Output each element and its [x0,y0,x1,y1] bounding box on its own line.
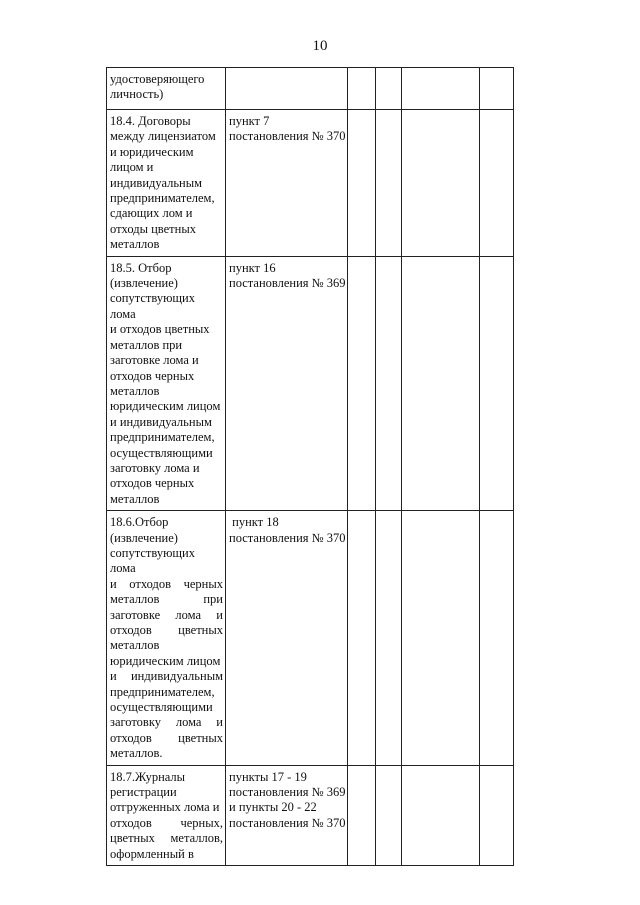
requirement-line: металлов. [110,746,163,761]
empty-cell [480,256,514,511]
requirement-line: заготовку лома и [110,460,200,475]
requirement-line: заготовку лома и [110,715,223,730]
table-row [107,765,514,865]
table-row [107,511,514,766]
requirement-line: и отходов цветных [110,322,210,337]
requirement-line: металлов [110,237,160,252]
requirement-line: металлов [110,491,160,506]
requirement-line: предпринимателем, [110,430,215,445]
requirement-line: цветных металлов, [110,831,223,846]
requirement-line: металлов при [110,592,223,607]
requirement-line: предпринимателем, [110,684,215,699]
empty-cell [480,68,514,110]
empty-cell [348,68,376,110]
reference-cell [226,110,348,257]
requirement-line: регистрации [110,785,177,800]
requirement-line: 18.5. Отбор [110,260,172,275]
requirement-line: предпринимателем, [110,191,215,206]
requirement-line: юридическим лицом [110,399,221,414]
requirement-line: 18.4. Договоры [110,114,191,128]
requirement-line: удостоверяющего [110,72,205,86]
empty-cell [376,110,402,257]
reference-cell [226,68,348,110]
reference-cell [226,256,348,511]
reference-cell [226,511,348,766]
requirement-cell [107,765,226,865]
requirement-line: заготовке лома и [110,353,199,368]
page-number: 10 [312,38,328,54]
table-row [107,256,514,511]
requirement-cell [107,110,226,257]
table-row [107,68,514,110]
reference-line: пункт 16 [229,260,276,275]
requirement-line: 18.7.Журналы [110,769,186,784]
empty-cell [480,511,514,766]
reference-line: пункты 17 - 19 [229,769,307,784]
requirement-line: отходов черных [110,476,195,491]
requirement-line: отходов цветных [110,730,223,745]
reference-line: пункт 18 [229,515,279,530]
empty-cell [402,765,480,865]
requirements-table [106,67,514,866]
reference-line: и пункты 20 - 22 [229,800,317,815]
empty-cell [376,256,402,511]
requirement-line: и отходов черных [110,576,223,591]
requirement-line: между лицензиатом [110,129,216,144]
empty-cell [402,110,480,257]
empty-cell [402,68,480,110]
requirement-line: отходов черных, [110,815,223,830]
requirement-line: личность) [110,87,164,102]
requirement-line: лицом и [110,160,154,175]
requirement-line: отходов цветных [110,623,223,637]
requirement-line: и индивидуальным [110,669,223,684]
requirement-line: оформленный в [110,846,194,861]
requirement-line: осуществляющими [110,700,213,715]
requirement-line: заготовке лома и [110,607,223,622]
reference-line: пункт 7 [229,114,270,128]
empty-cell [480,110,514,257]
empty-cell [348,765,376,865]
requirement-line: отходов черных [110,368,195,383]
reference-cell [226,765,348,865]
requirement-line: сопутствующих лома [110,291,195,321]
requirement-line: 18.6.Отбор [110,515,169,530]
empty-cell [376,511,402,766]
empty-cell [480,765,514,865]
requirement-line: индивидуальным [110,175,203,190]
requirement-line: сопутствующих лома [110,545,195,576]
requirement-line: металлов [110,638,160,653]
requirement-line: отгруженных лома и [110,800,220,815]
requirement-line: отходы цветных [110,221,196,236]
empty-cell [348,256,376,511]
table-row [107,110,514,257]
requirement-line: металлов при [110,337,183,352]
requirement-cell [107,256,226,511]
requirement-line: (извлечение) [110,276,178,291]
empty-cell [348,110,376,257]
requirement-cell [107,68,226,110]
reference-line: постановления № 369 [229,276,346,291]
empty-cell [402,256,480,511]
reference-line: постановления № 370 [229,129,346,144]
requirement-line: и индивидуальным [110,414,212,429]
empty-cell [402,511,480,766]
requirement-cell [107,511,226,766]
empty-cell [376,68,402,110]
empty-cell [376,765,402,865]
reference-line: постановления № 370 [229,530,346,545]
empty-cell [348,511,376,766]
reference-line: постановления № 369 [229,785,346,800]
requirement-line: металлов [110,383,160,398]
reference-line: постановления № 370 [229,815,346,830]
requirement-line: юридическим лицом [110,653,221,668]
requirement-line: осуществляющими [110,445,213,460]
requirement-line: и юридическим [110,144,194,159]
requirement-line: (извлечение) [110,530,178,545]
requirement-line: сдающих лом и [110,206,193,221]
